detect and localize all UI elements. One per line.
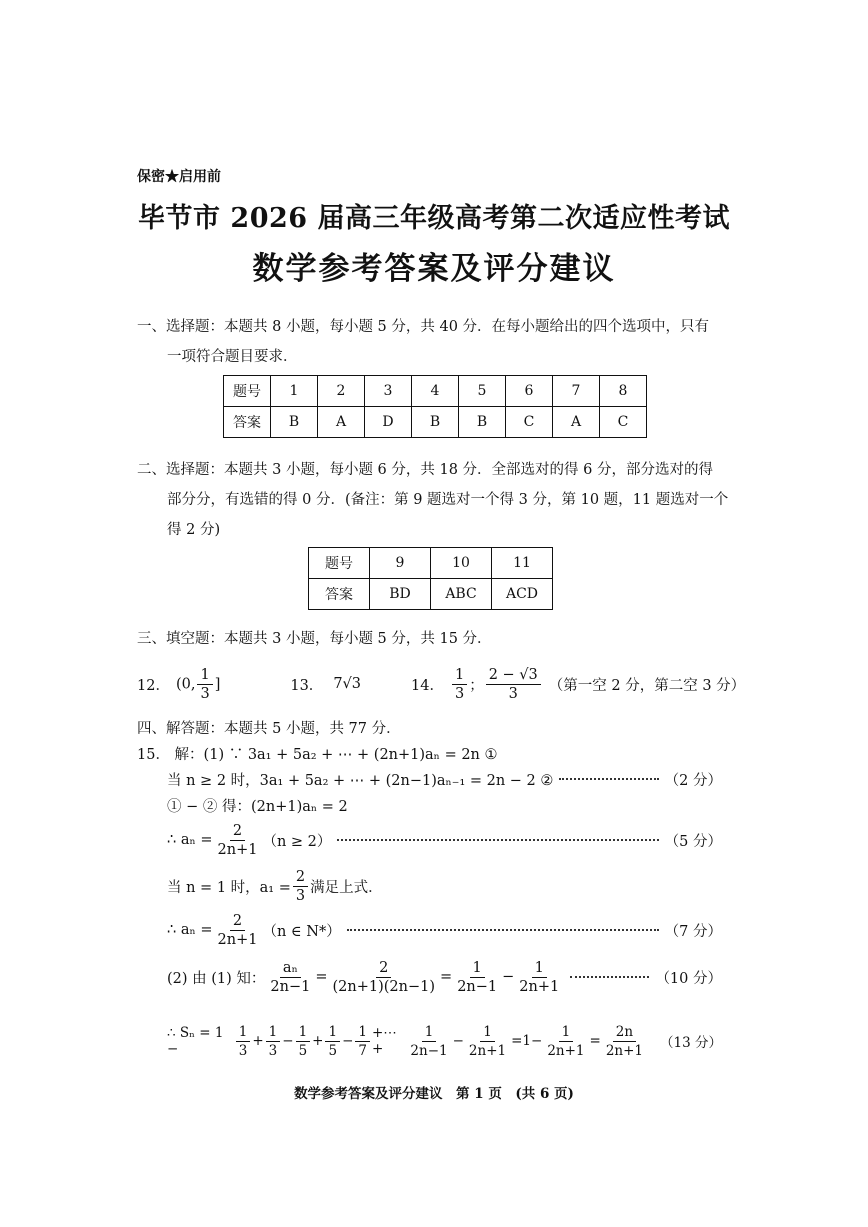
- equals-sign: =: [440, 969, 453, 985]
- denominator: 5: [328, 1042, 338, 1059]
- fraction: [330, 959, 439, 996]
- fraction: [516, 959, 562, 996]
- score-label: （7 分）: [664, 923, 722, 940]
- section-1-line-1: 一、选择题：本题共 8 小题，每小题 5 分，共 40 分．在每小题给出的四个选项中，只有: [137, 319, 710, 335]
- fraction: [466, 1023, 509, 1060]
- question-number: 3: [365, 376, 412, 407]
- table-header-cell: 答案: [224, 407, 271, 438]
- q12-suffix: ]: [214, 676, 221, 692]
- section-2-line-1: 二、选择题：本题共 3 小题，每小题 6 分，共 18 分．全部选对的得 6 分，部分选对的得: [137, 462, 713, 478]
- solution-line-6: [137, 908, 722, 952]
- denominator: 5: [298, 1042, 308, 1059]
- table-header-cell: 题号: [224, 376, 271, 407]
- dotted-leader: [337, 839, 658, 841]
- solution-text: 当 n ≥ 2 时，3a₁ + 5a₂ + ⋯ + (2n−1)aₙ₋₁ = 2n − 2 ②: [167, 772, 554, 789]
- numerator: 2: [376, 959, 391, 978]
- answer-cell: D: [365, 407, 412, 438]
- table-header-cell: 答案: [309, 579, 370, 610]
- denominator: 2n−1: [410, 1042, 448, 1059]
- numerator: 2 − √3: [486, 666, 541, 685]
- question-number: 5: [459, 376, 506, 407]
- denominator: 3: [238, 1042, 248, 1059]
- minus-sign: −: [502, 969, 515, 985]
- numerator: 1: [532, 959, 547, 978]
- equals-sign: =1−: [511, 1033, 543, 1049]
- q14-scoring-note: （第一空 2 分，第二空 3 分）: [548, 677, 746, 694]
- section-3-heading: 三、填空题：本题共 3 小题，每小题 5 分，共 15 分．: [137, 631, 492, 647]
- numerator: 1: [355, 1023, 370, 1042]
- q13-label: 13．: [290, 677, 324, 694]
- condition: （n ∈ N*）: [262, 923, 341, 940]
- answer-cell: B: [271, 407, 318, 438]
- denominator: (2n+1)(2n−1): [332, 978, 436, 995]
- solution-text: 当 n = 1 时，a₁ =: [167, 879, 291, 896]
- fraction: [355, 1023, 370, 1060]
- denominator: 2n+1: [468, 1042, 507, 1059]
- solution-text: ∴ aₙ =: [167, 922, 213, 938]
- answer-table-1: [223, 375, 647, 438]
- answer-cell: B: [412, 407, 459, 438]
- fraction: [215, 822, 261, 859]
- question-number: 8: [600, 376, 647, 407]
- denominator: 7: [358, 1042, 367, 1059]
- section-2-line-3: 得 2 分): [167, 522, 221, 538]
- solution-line-4: [137, 818, 722, 862]
- numerator: 1: [559, 1023, 574, 1042]
- fraction: [407, 1023, 450, 1060]
- numerator: 1: [197, 666, 212, 685]
- solution-line-7: [137, 954, 722, 1000]
- table-row: [309, 579, 553, 610]
- question-number: 11: [492, 548, 553, 579]
- fraction: [293, 868, 308, 905]
- question-number: 4: [412, 376, 459, 407]
- numerator: 2: [230, 822, 245, 841]
- numerator: aₙ: [280, 959, 301, 978]
- numerator: 2n: [613, 1023, 636, 1042]
- denominator: 2n−1: [457, 978, 498, 995]
- denominator: 2n−1: [270, 978, 311, 995]
- fill-in-answers: [137, 662, 757, 706]
- minus-sign: −: [452, 1033, 464, 1049]
- solution-text: 15． 解：(1) ∵ 3a₁ + 5a₂ + ⋯ + (2n+1)aₙ = 2n ①: [137, 746, 498, 763]
- table-row: [224, 376, 647, 407]
- numerator: 1: [422, 1023, 437, 1042]
- solution-line-3: [137, 792, 722, 818]
- solution-text: (2) 由 (1) 知：: [167, 970, 266, 987]
- denominator: 2n+1: [217, 841, 258, 858]
- numerator: 1: [266, 1023, 281, 1042]
- plus-sign: +: [252, 1033, 264, 1049]
- denominator: 3: [200, 685, 210, 702]
- solution-text: ① − ② 得：(2n+1)aₙ = 2: [167, 798, 348, 815]
- answer-cell: BD: [370, 579, 431, 610]
- equals-sign: =: [589, 1033, 601, 1049]
- answer-cell: B: [459, 407, 506, 438]
- denominator: 2n+1: [519, 978, 560, 995]
- solution-text: ∴ Sₙ = 1 −: [167, 1025, 224, 1057]
- ellipsis: +⋯+: [371, 1025, 397, 1057]
- solution-line-2: [137, 766, 722, 792]
- question-number: 2: [318, 376, 365, 407]
- denominator: 2n+1: [547, 1042, 585, 1059]
- section-4-heading: 四、解答题：本题共 5 小题，共 77 分．: [137, 721, 401, 737]
- answer-cell: A: [553, 407, 600, 438]
- section-1-instructions: [137, 312, 737, 372]
- fraction: [215, 912, 261, 949]
- answer-cell: C: [506, 407, 553, 438]
- numerator: 2: [293, 868, 308, 887]
- q14-fraction-b: [486, 666, 541, 703]
- denominator: 2n+1: [217, 931, 258, 948]
- dotted-leader: [570, 976, 649, 978]
- question-number: 6: [506, 376, 553, 407]
- denominator: 3: [454, 685, 465, 702]
- fraction: [544, 1023, 587, 1060]
- minus-sign: −: [282, 1033, 294, 1049]
- fraction: [603, 1023, 646, 1060]
- numerator: 1: [236, 1023, 251, 1042]
- solution-line-5: [137, 864, 722, 908]
- denominator: 3: [295, 887, 306, 904]
- question-number: 7: [553, 376, 600, 407]
- fraction: [454, 959, 500, 996]
- section-2-instructions: [137, 455, 737, 545]
- solution-line-1: [137, 740, 722, 766]
- denominator: 3: [268, 1042, 278, 1059]
- score-label: （2 分）: [664, 772, 722, 789]
- fraction: [296, 1023, 311, 1060]
- dotted-leader: [347, 929, 659, 931]
- solution-line-8: [137, 1018, 722, 1064]
- score-label: （13 分）: [660, 1035, 722, 1051]
- numerator: 1: [325, 1023, 340, 1042]
- dotted-leader: [559, 778, 658, 780]
- confidential-label: 保密★启用前: [137, 169, 221, 185]
- exam-title: 毕节市 2026 届高三年级高考第二次适应性考试: [138, 203, 730, 234]
- answer-cell: ABC: [431, 579, 492, 610]
- q12-answer: [176, 666, 220, 703]
- numerator: 1: [480, 1023, 495, 1042]
- solution-text: ∴ aₙ =: [167, 832, 213, 848]
- answer-cell: A: [318, 407, 365, 438]
- fraction: [266, 1023, 281, 1060]
- section-1-line-2: 一项符合题目要求．: [167, 349, 298, 365]
- table-row: [224, 407, 647, 438]
- fraction: [267, 959, 313, 996]
- table-header-cell: 题号: [309, 548, 370, 579]
- section-2-line-2: 部分分，有选错的得 0 分．(备注：第 9 题选对一个得 3 分，第 10 题，11 题选对一个: [167, 492, 729, 508]
- page-footer: 数学参考答案及评分建议 第 1 页 (共 6 页): [294, 1086, 574, 1102]
- answer-table-2: [308, 547, 553, 610]
- denominator: 2n+1: [605, 1042, 644, 1059]
- numerator: 1: [470, 959, 485, 978]
- numerator: 1: [296, 1023, 311, 1042]
- fraction: [236, 1023, 251, 1060]
- score-label: （5 分）: [664, 833, 722, 850]
- question-number: 1: [271, 376, 318, 407]
- numerator: 1: [452, 666, 467, 685]
- q12-prefix: (0,: [175, 676, 196, 692]
- q12-label: 12．: [137, 677, 170, 694]
- denominator: 3: [508, 685, 518, 702]
- document-title: 数学参考答案及评分建议: [252, 251, 616, 287]
- numerator: 2: [230, 912, 245, 931]
- q14-label: 14．: [411, 677, 444, 694]
- condition: （n ≥ 2）: [262, 833, 332, 850]
- answer-cell: C: [600, 407, 647, 438]
- score-label: （10 分）: [655, 970, 722, 987]
- q12-fraction: [197, 666, 212, 703]
- question-number: 9: [370, 548, 431, 579]
- plus-sign: +: [312, 1033, 324, 1049]
- answer-cell: ACD: [492, 579, 553, 610]
- solution-text: 满足上式．: [310, 879, 383, 896]
- q13-answer: 7√3: [333, 676, 362, 692]
- q14-fraction-a: [452, 666, 467, 703]
- table-row: [309, 548, 553, 579]
- minus-sign: −: [342, 1033, 354, 1049]
- question-number: 10: [431, 548, 492, 579]
- fraction: [325, 1023, 340, 1060]
- equals-sign: =: [315, 969, 328, 985]
- q14-separator: ；: [469, 677, 484, 694]
